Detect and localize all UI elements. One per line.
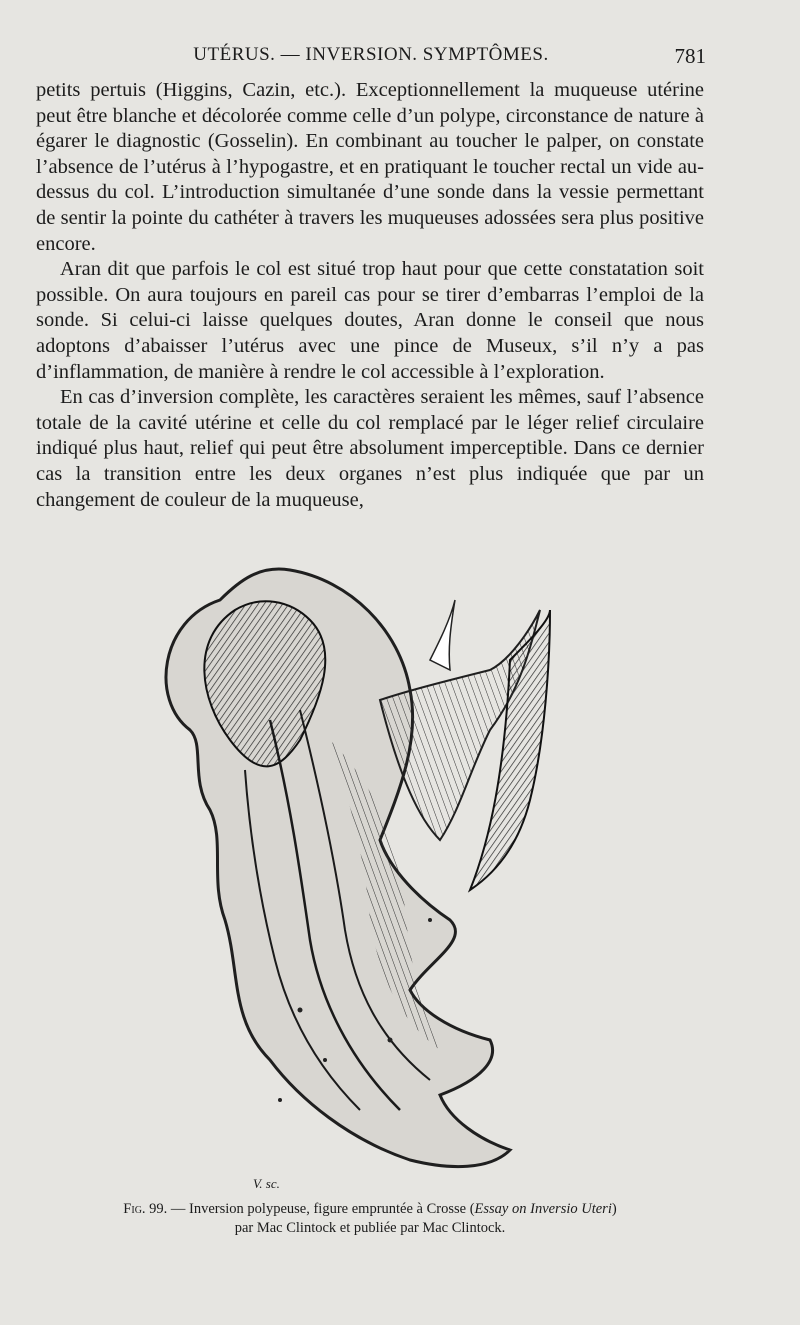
speculum-blade — [470, 610, 550, 890]
paragraph-2: Aran dit que parfois le col est situé trop haut pour que cette constatation soit possible. On aura toujours en pareil cas pour se tirer d’embarras l’emploi de la sonde. Si celui-ci laisse quelques doutes, Aran donne le conseil que nous adoptons d’abaisser l’utérus avec une pince de Museux, s’il n’y a pas d’inflammation, de manière à rendre le col accessible à l’exploration. — [36, 258, 704, 383]
figure-number: Fig. 99. — [123, 1201, 168, 1217]
caption-citation: Essay on Inversio Uteri — [474, 1201, 612, 1217]
speck — [298, 1008, 303, 1013]
speck — [323, 1058, 327, 1062]
caption-text-end: ) — [611, 1201, 617, 1217]
figure-caption — [36, 1200, 704, 1238]
anatomical-engraving — [150, 540, 670, 1200]
caption-line-2: par Mac Clintock et publiée par Mac Clintock. — [234, 1220, 506, 1236]
running-header — [36, 44, 706, 74]
uterus-inversion-illustration — [150, 540, 670, 1200]
speck — [278, 1098, 282, 1102]
paragraph-1: petits pertuis (Higgins, Cazin, etc.). Exceptionnellement la muqueuse utérine peut être blanche et décolorée comme celle d’un polype, circonstance de nature à égarer le diagnostic (Gosselin). En combinant au toucher le palper, on constate l’absence de l’utérus à l’hypogastre, et en pratiquant le toucher rectal un vide au-dessus du col. L’introduction simultanée d’une sonde dans la vessie permettant de sentir la pointe du cathéter à travers les muqueuses adossées sera plus positive encore. — [36, 79, 704, 255]
page-number: 781 — [674, 44, 706, 68]
speculum-tip — [430, 600, 455, 670]
running-title: UTÉRUS. — INVERSION. SYMPTÔMES. — [193, 44, 549, 65]
engraver-signature: V. sc. — [253, 1176, 280, 1191]
body-text — [36, 78, 704, 513]
speck — [388, 1038, 393, 1043]
caption-line-1 — [36, 1200, 704, 1219]
paragraph-3: En cas d’inversion complète, les caractères seraient les mêmes, sauf l’absence totale de la cavité utérine et celle du col remplacé par le léger relief circulaire indiqué plus haut, relief qui peut être absolument imperceptible. Dans ce dernier cas la transition entre les deux organes n’est plus indiquée que par un changement de couleur de la muqueuse, — [36, 386, 704, 511]
speck — [428, 918, 432, 922]
caption-text: — Inversion polypeuse, figure empruntée à Crosse ( — [167, 1201, 475, 1217]
